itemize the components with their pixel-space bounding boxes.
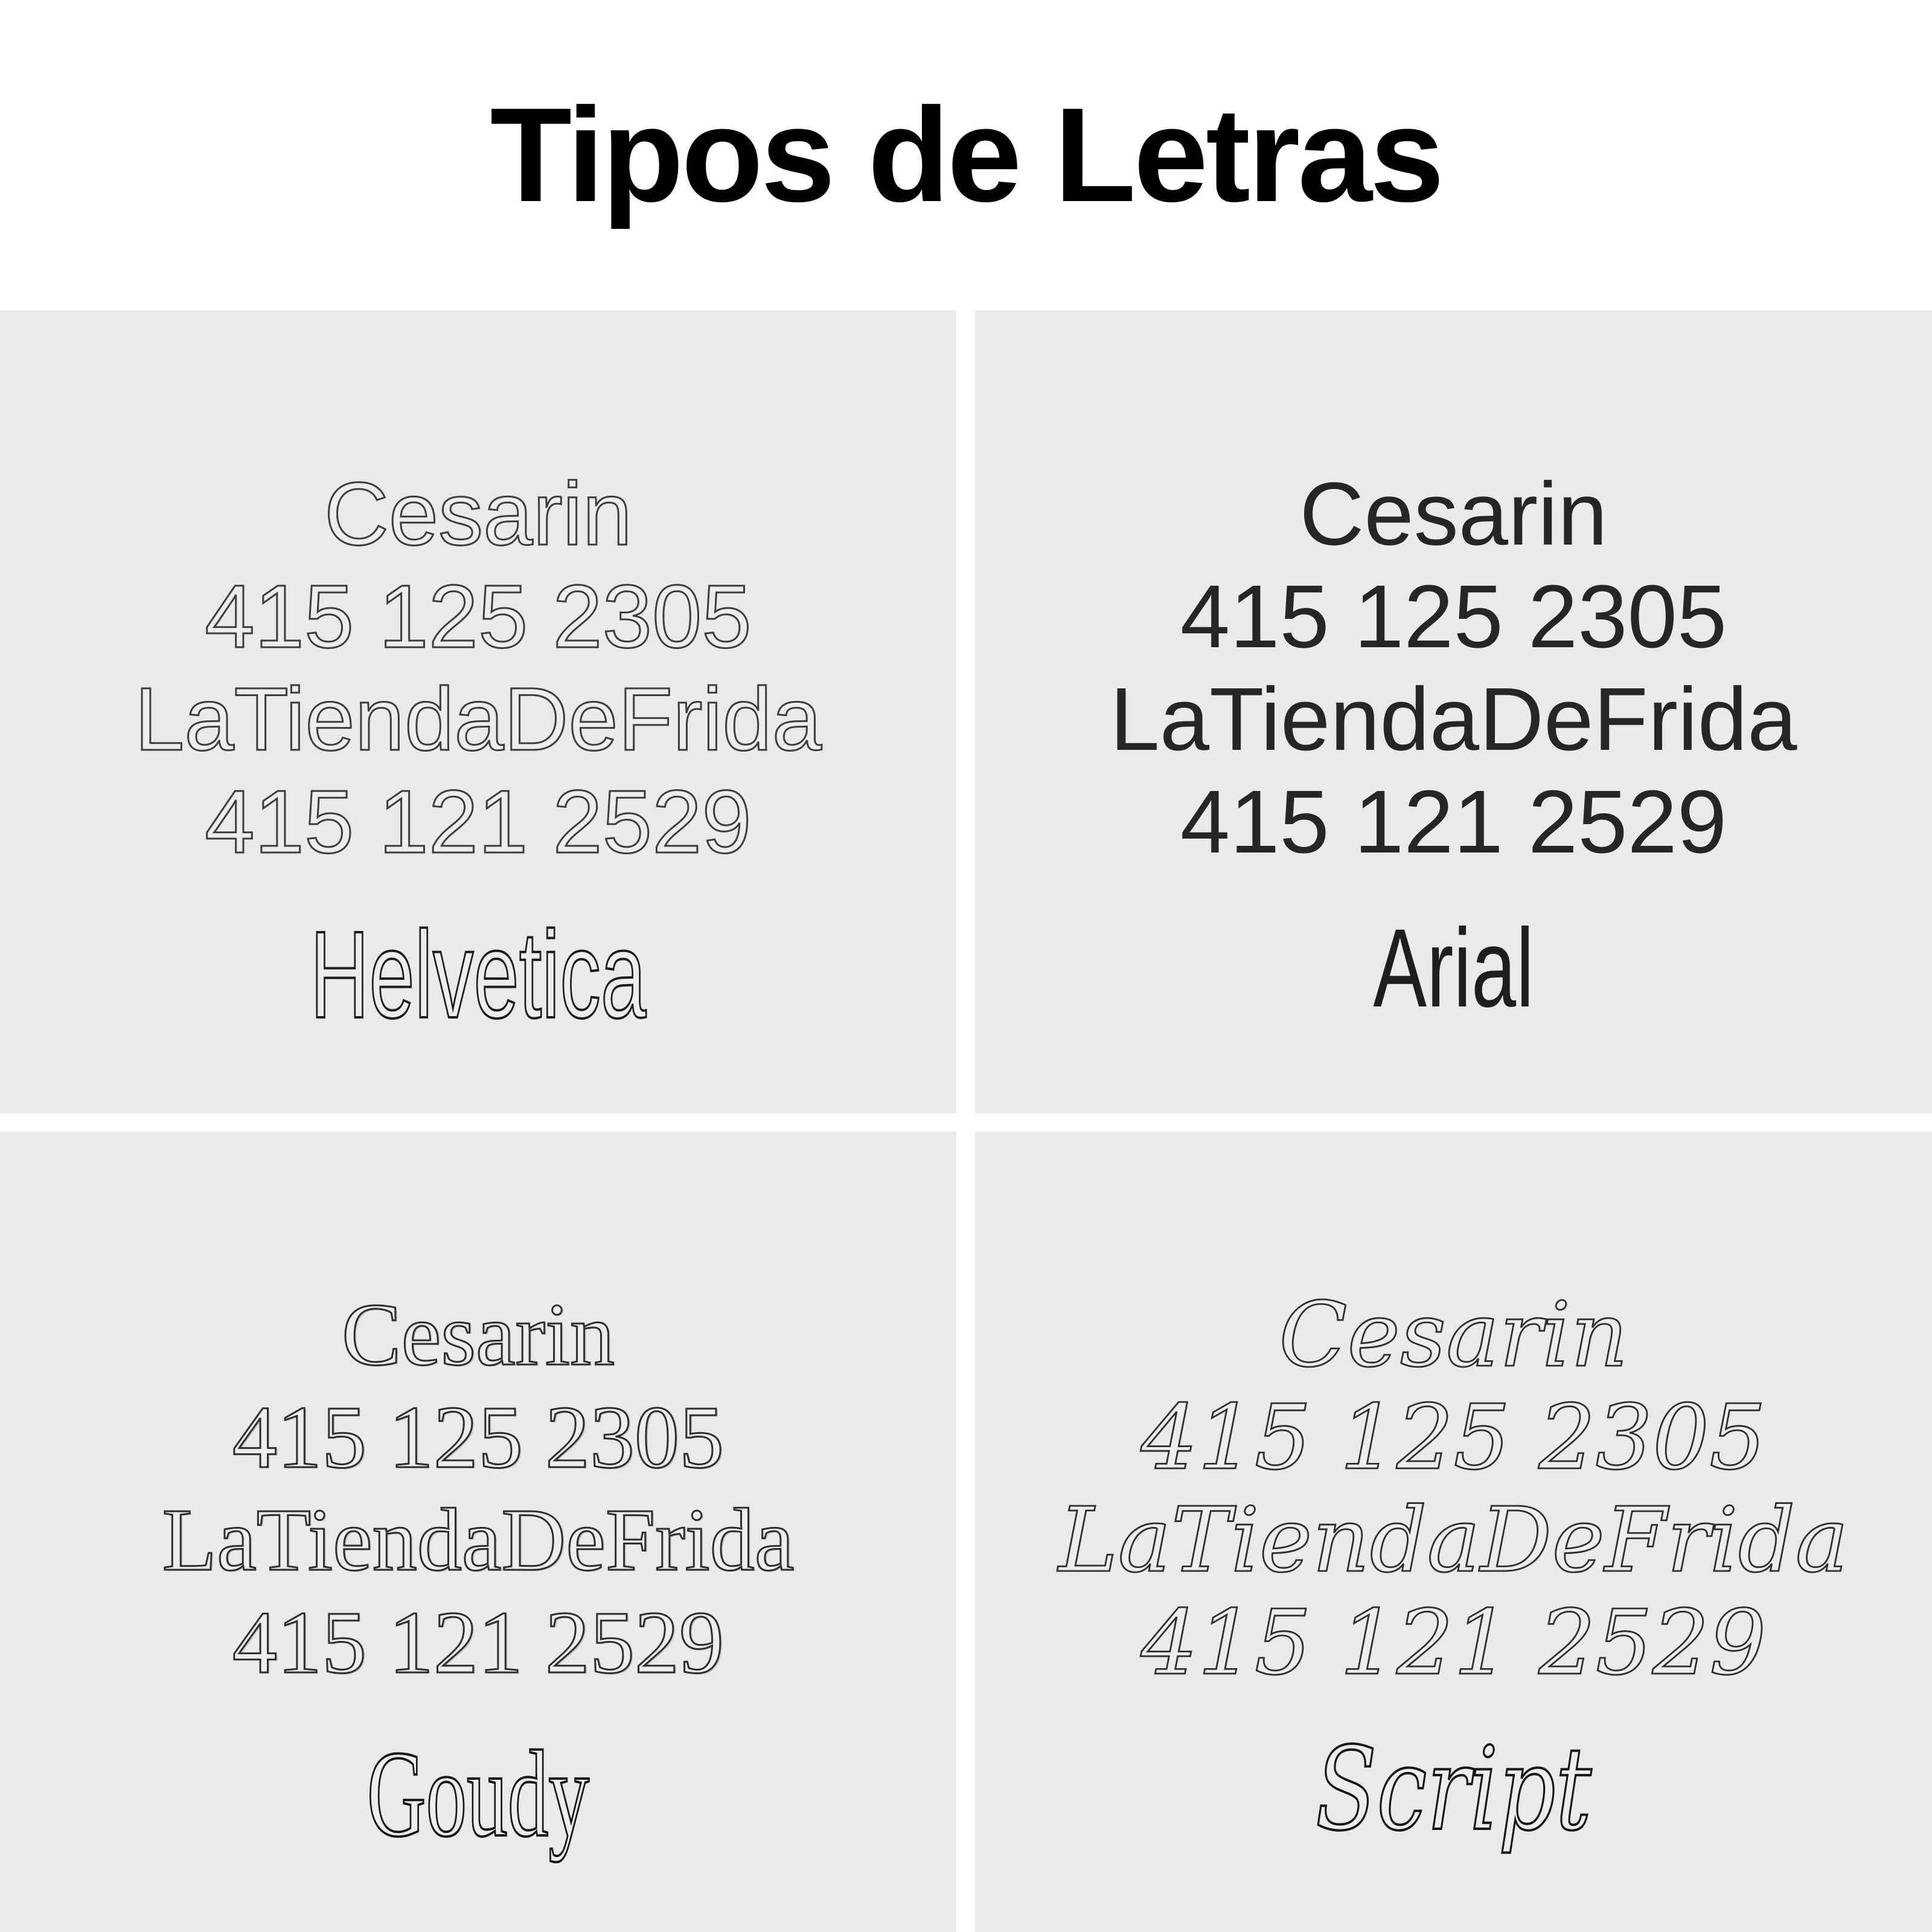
engraving-sample-text [975,463,1932,874]
sample-line-shop: LaTiendaDeFrida [1110,669,1797,769]
font-sample-panel-arial [975,310,1932,1113]
sample-line-phone1: 415 125 2305 [1140,1385,1767,1489]
engraving-sample-text [0,463,956,874]
sample-line-phone2: 415 121 2529 [232,1593,724,1692]
font-sample-panel-goudy [0,1131,956,1932]
engraving-sample-text [0,1284,956,1694]
sample-line-name: Cesarin [1279,1282,1628,1387]
font-samples-grid [0,310,1932,1932]
sample-line-phone1: 415 125 2305 [1180,566,1727,667]
sample-line-shop: LaTiendaDeFrida [1058,1488,1849,1592]
font-name-label-helvetica: Helvetica [310,905,647,1044]
sample-line-shop: LaTiendaDeFrida [134,669,822,769]
header [0,0,1932,310]
sample-line-phone1: 415 125 2305 [205,566,752,667]
font-sample-panel-script [975,1131,1932,1932]
font-name-label-arial: Arial [1373,906,1534,1031]
sample-line-phone2: 415 121 2529 [1180,772,1727,872]
page-title: Tipos de Letras [490,80,1442,230]
font-name-label-script: Script [1315,1722,1592,1856]
sample-line-name: Cesarin [341,1285,615,1384]
sample-line-phone2: 415 121 2529 [205,772,752,872]
sample-line-name: Cesarin [1299,464,1608,564]
sample-line-name: Cesarin [324,464,632,564]
font-sample-panel-helvetica [0,310,956,1113]
sample-line-shop: LaTiendaDeFrida [162,1490,795,1590]
sample-line-phone1: 415 125 2305 [232,1387,724,1487]
engraving-sample-text [975,1284,1932,1694]
font-name-label-goudy: Goudy [366,1725,590,1863]
sample-line-phone2: 415 121 2529 [1140,1590,1767,1695]
